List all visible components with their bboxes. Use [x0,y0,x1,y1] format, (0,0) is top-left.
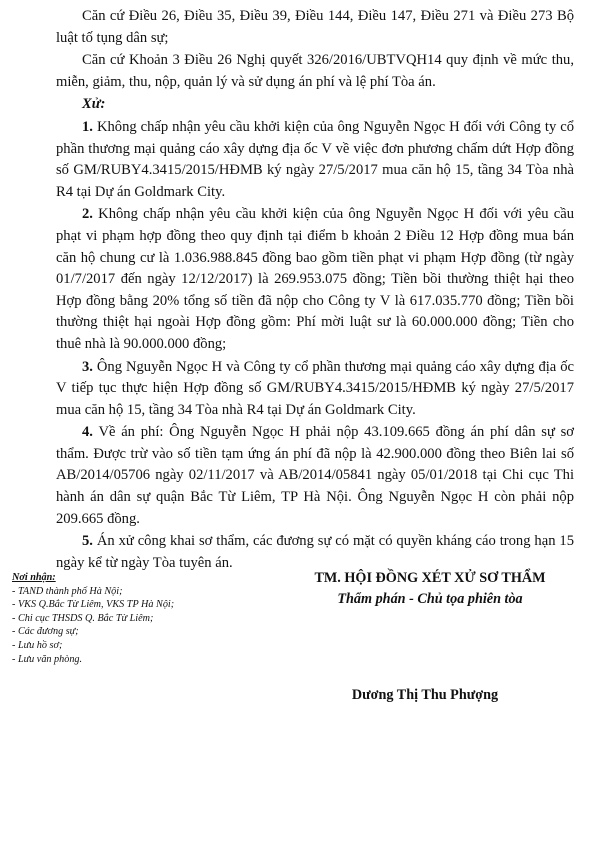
recipient-item: - Các đương sự; [12,626,79,638]
recipient-item: - Lưu văn phòng. [12,653,83,665]
council-title: TM. HỘI ĐỒNG XÉT XỬ SƠ THẨM [314,570,546,586]
ruling-item-text: Không chấp nhận yêu cầu khởi kiện của ông Nguyễn Ngọc H đối với yêu cầu phạt vi phạm hợp đồng theo quy định tại điểm b khoản 2 Điều 12 Hợp đồng mua bán căn hộ chung cư là 1.036.988.845 đồng bao gồm tiền phạt vi phạm Hợp đồng (từ ngày 01/7/2017 đến ngày 12/12/2017) là 269.953.075 đồng; Tiền bồi thường thiệt hại theo Hợp đồng bằng 20% tổng số tiền đã nộp cho Công ty V là 617.035.770 đồng; Tiền bồi thường thiệt hại ngoài Hợp đồng gồm: Phí mời luật sư là 60.000.000 đồng; Tiền cho thuê nhà là 90.000.000 đồng; [56,206,574,352]
ruling-item-text: Không chấp nhận yêu cầu khởi kiện của ông Nguyễn Ngọc H đối với Công ty cổ phần thương mại quảng cáo xây dựng địa ốc V về việc đơn phương chấm dứt Hợp đồng số GM/RUBY4.3415/2015/HĐMB ký ngày 27/5/2017 mua căn hộ 15, tầng 34 Tòa nhà R4 tại Dự án Goldmark City. [56,118,574,200]
signer-name: Dương Thị Thu Phượng [351,687,499,703]
ruling-item-text: Án xử công khai sơ thẩm, các đương sự có mặt có quyền kháng cáo trong hạn 15 ngày kể từ ngày Tòa tuyên án. [56,533,574,571]
recipients-title: Nơi nhận: [12,572,56,583]
recipients-block [12,571,252,666]
ruling-item-1 [56,117,574,203]
ruling-item-text: Ông Nguyễn Ngọc H và Công ty cổ phần thương mại quảng cáo xây dựng địa ốc V tiếp tục thực hiện Hợp đồng số GM/RUBY4.3415/2015/HĐMB ký ngày 27/5/2017 mua căn hộ 15, tầng 34 Tòa nhà R4 tại Dự án Goldmark City. [56,358,574,418]
recipient-item: - VKS Q.Bắc Từ Liêm, VKS TP Hà Nội; [12,599,175,611]
ruling-item-4 [56,422,574,530]
ruling-heading: Xử: [82,96,106,113]
legal-basis-court-fees: Căn cứ Khoản 3 Điều 26 Nghị quyết 326/2016/UBTVQH14 quy định về mức thu, miễn, giảm, thu, nộp, quản lý và sử dụng án phí và lệ phí Tòa án. [56,52,574,90]
judgment-body [56,6,574,575]
ruling-item-number: 1. [82,118,93,135]
ruling-item-number: 3. [82,358,93,375]
ruling-item-2 [56,204,574,355]
ruling-item-3 [56,357,574,422]
recipient-item: - TAND thành phố Hà Nội; [12,585,123,597]
recipients-list [12,585,252,667]
recipient-item: - Lưu hồ sơ; [12,639,63,651]
signature-block [290,568,570,610]
ruling-item-number: 5. [82,533,93,550]
presiding-judge-title: Thẩm phán - Chủ tọa phiên tòa [337,591,523,607]
ruling-item-text: Về án phí: Ông Nguyễn Ngọc H phải nộp 43.109.665 đồng án phí dân sự sơ thẩm. Được trừ vào số tiền tạm ứng án phí đã nộp là 42.900.000 đồng theo Biên lai số AB/2014/05706 ngày 02/11/2017 và AB/2014/05841 ngày 05/01/2018 tại Chi cục Thi hành án dân sự quận Bắc Từ Liêm, TP Hà Nội. Ông Nguyễn Ngọc H còn phải nộp 209.665 đồng. [56,424,574,527]
recipient-item: - Chi cục THSDS Q. Bắc Từ Liêm; [12,612,154,624]
legal-basis-civil-procedure: Căn cứ Điều 26, Điều 35, Điều 39, Điều 144, Điều 147, Điều 271 và Điều 273 Bộ luật tố tụng dân sự; [56,8,574,46]
ruling-item-number: 4. [82,424,93,441]
ruling-item-number: 2. [82,206,93,223]
